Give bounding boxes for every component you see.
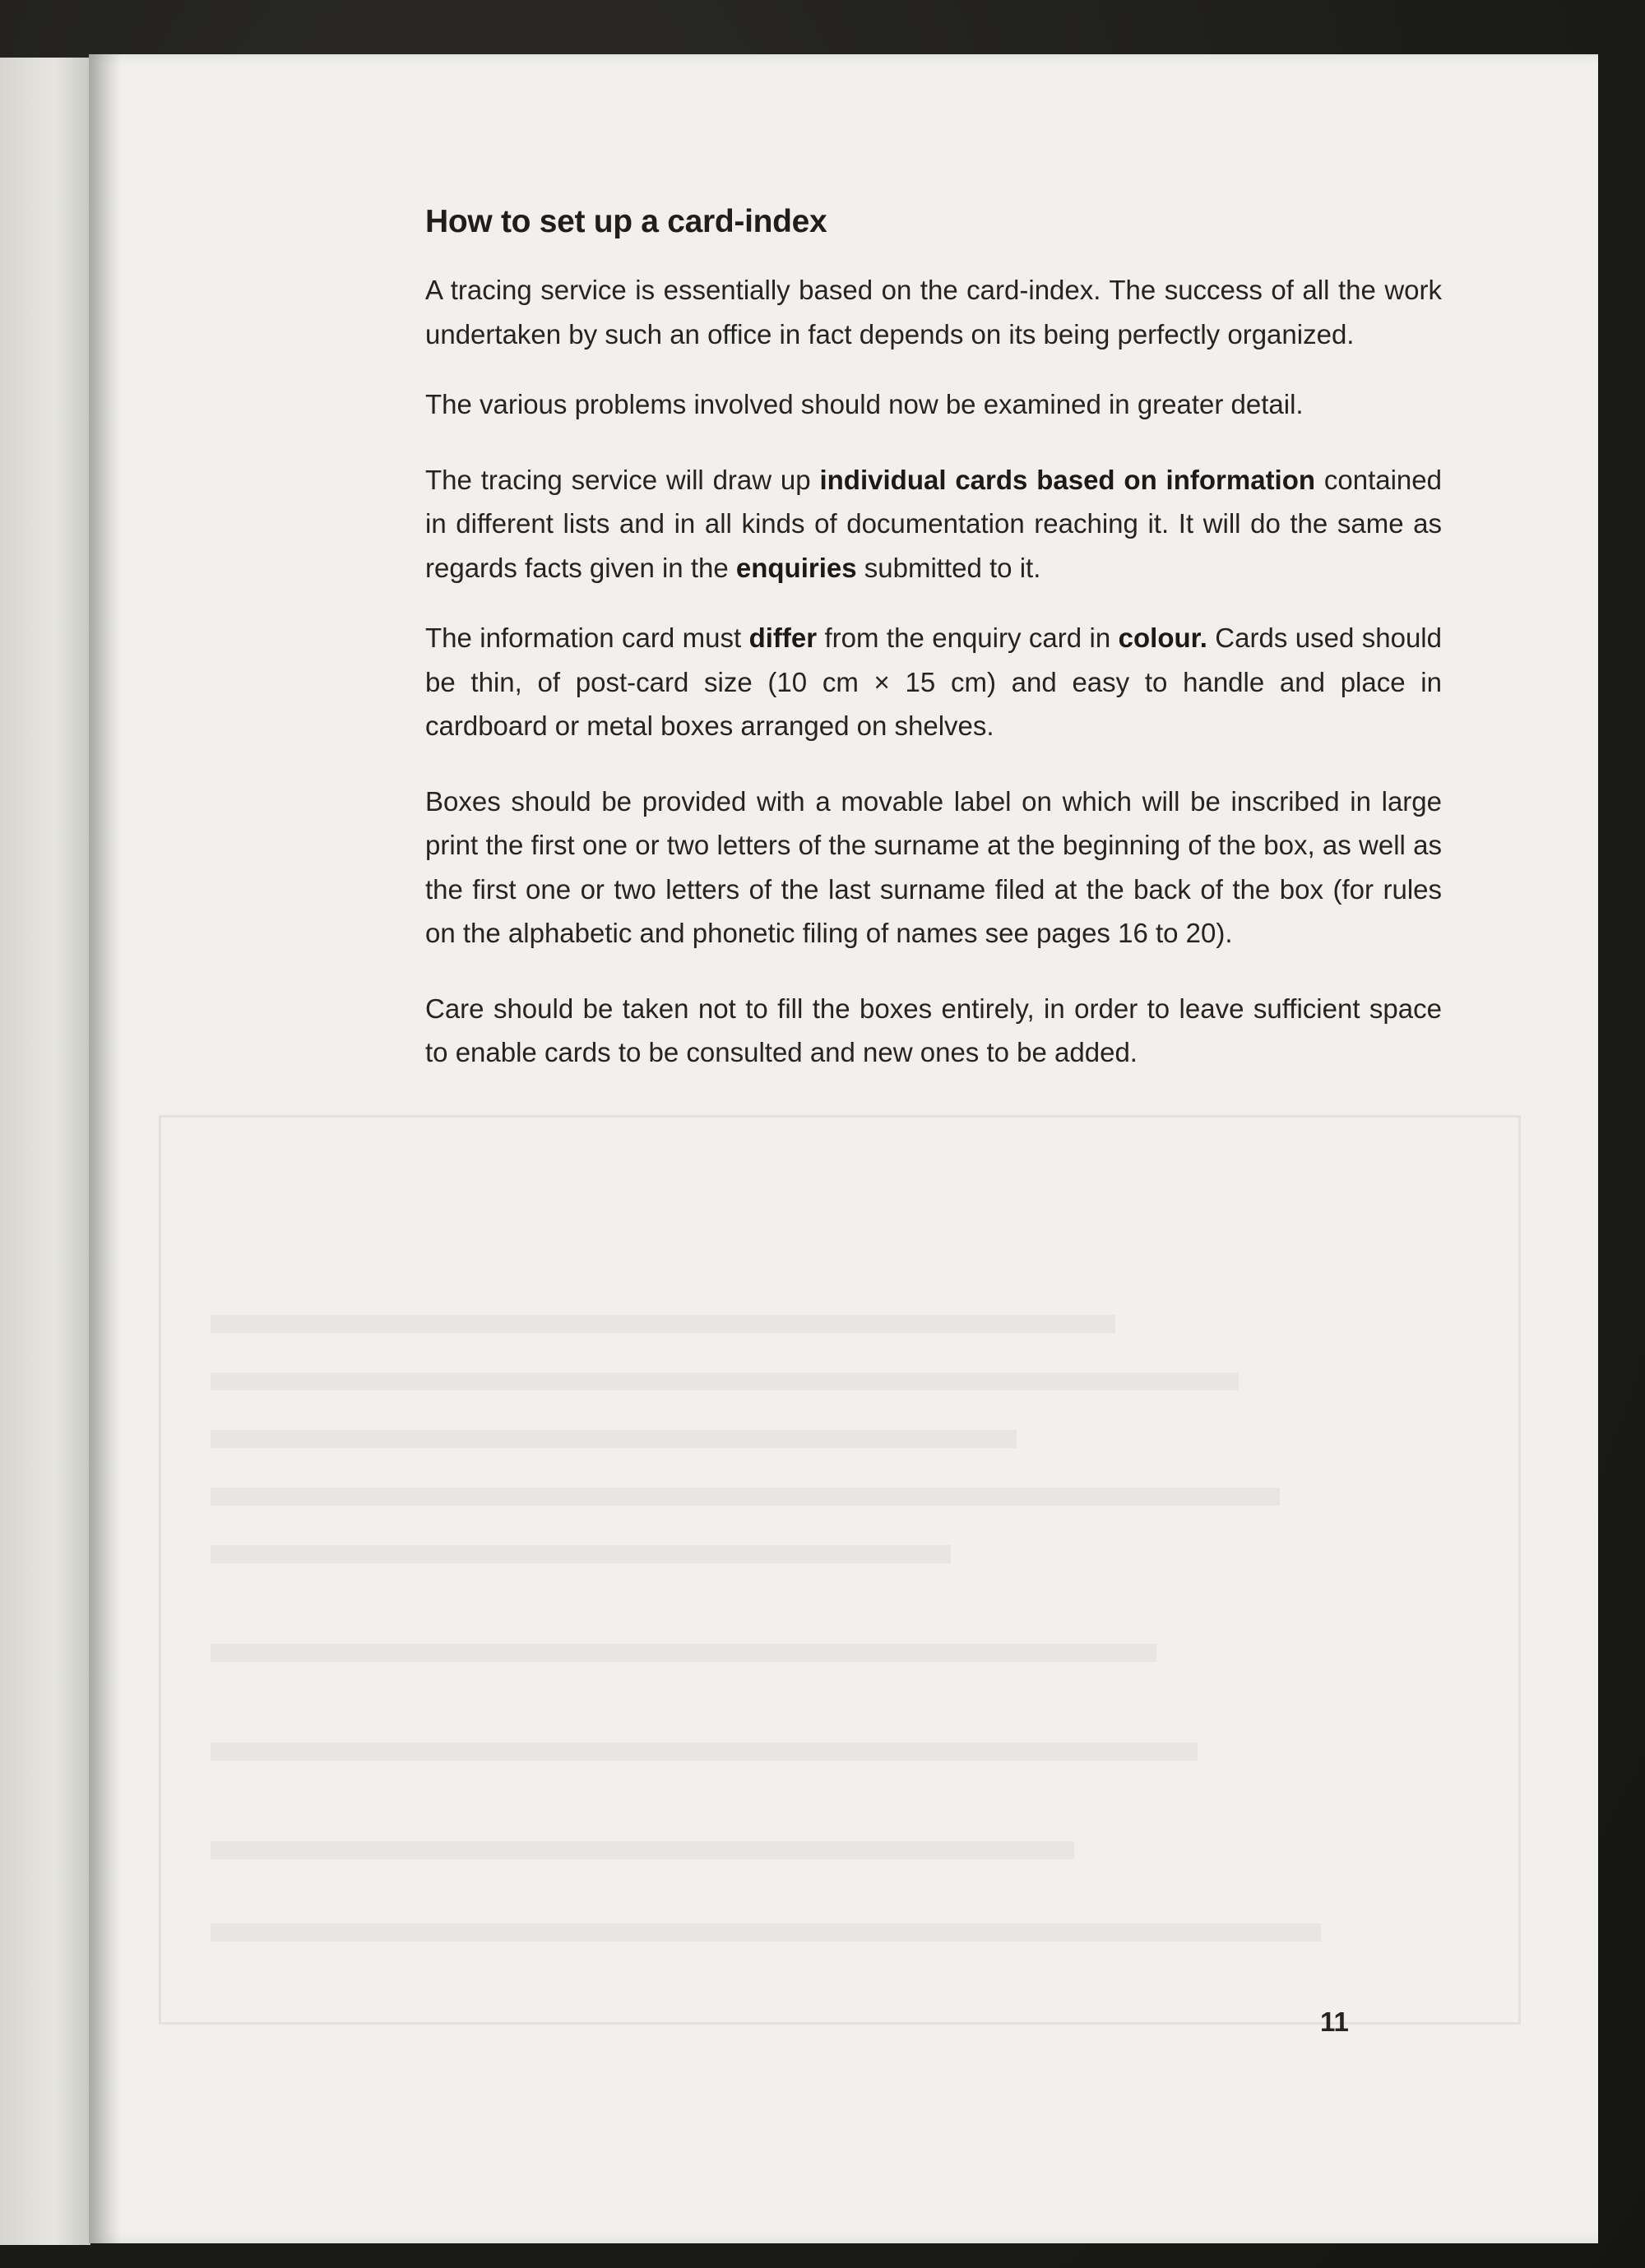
paragraph-card-index-basis: A tracing service is essentially based on the card-index. The success of all the work undertaken by such an office in fact depends on its being perfectly organized. xyxy=(425,275,1442,349)
showthrough-line xyxy=(211,1841,1074,1859)
reverse-side-showthrough xyxy=(159,1115,1521,2025)
page-gutter-shadow xyxy=(89,54,122,2243)
showthrough-line xyxy=(211,1488,1280,1506)
paragraph-card-colour xyxy=(425,616,1442,748)
paragraph-problems: The various problems involved should now be examined in greater detail. xyxy=(425,389,1304,419)
bold-text-run: colour. xyxy=(1118,623,1207,653)
paragraph-individual-cards xyxy=(425,458,1442,590)
text-run: contained in different lists and in all kinds of documentation reaching it. It will do the same as regards facts given in the xyxy=(425,464,1442,583)
showthrough-line xyxy=(211,1743,1198,1761)
paragraph-box-space: Care should be taken not to fill the boxes entirely, in order to leave sufficient space to enable cards to be consulted and new ones to be added. xyxy=(425,993,1442,1067)
showthrough-line xyxy=(211,1372,1239,1391)
showthrough-line xyxy=(211,1315,1115,1333)
text-run: The tracing service will draw up xyxy=(425,464,820,495)
paragraph-box-labels: Boxes should be provided with a movable label on which will be inscribed in large print the first one or two letters of the surname at the beginning of the box, as well as the first one or two letters of the last surname filed at the back of the box (for rules on the alphabetic and phonetic filing of names see pages 16 to 20). xyxy=(425,785,1442,948)
showthrough-line xyxy=(211,1545,951,1563)
section-heading: How to set up a card-index xyxy=(425,204,827,239)
showthrough-line xyxy=(211,1430,1017,1448)
page-content xyxy=(425,204,1442,1101)
bold-text-run: differ xyxy=(748,623,818,653)
left-page-edge xyxy=(0,58,90,2245)
bold-text-run: enquiries xyxy=(735,552,857,583)
text-run: The information card must xyxy=(425,623,749,653)
showthrough-line xyxy=(211,1923,1321,1942)
text-run: submitted to it. xyxy=(856,552,1041,583)
bold-text-run: individual cards based on information xyxy=(819,464,1316,495)
text-run: Cards used should be thin, of post-card size (10 cm × 15 cm) and easy to handle and place in cardboard or metal boxes arranged on shelves. xyxy=(425,623,1442,741)
showthrough-line xyxy=(211,1644,1156,1662)
page-number: 11 xyxy=(1320,2006,1349,2037)
text-run: from the enquiry card in xyxy=(817,623,1119,653)
